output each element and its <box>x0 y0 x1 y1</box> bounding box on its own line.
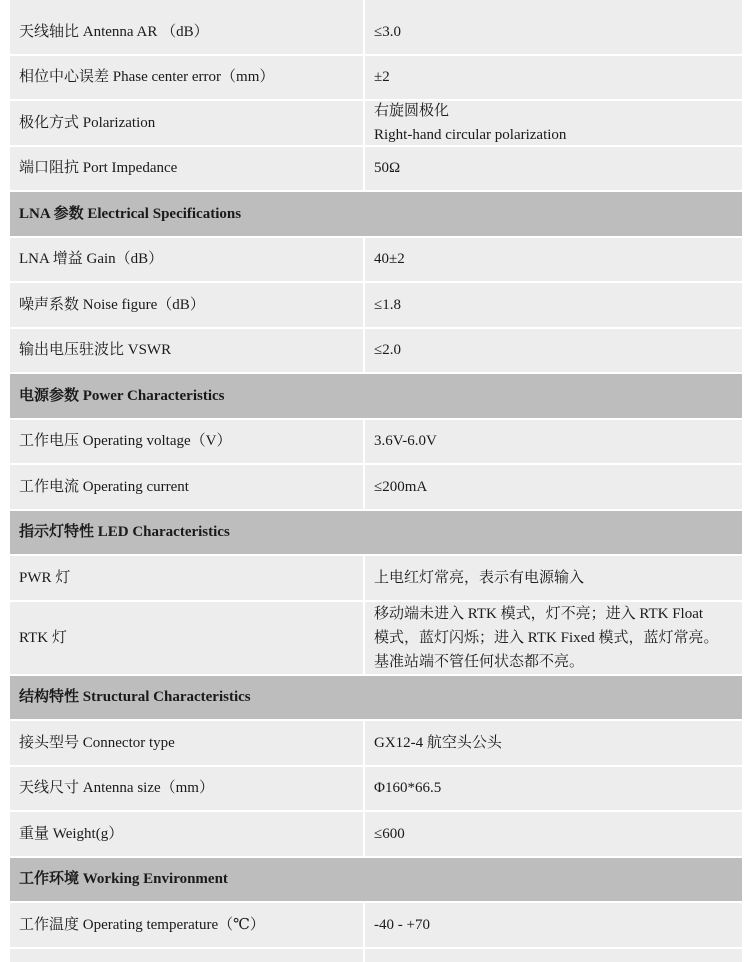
value-line: Right-hand circular polarization <box>374 126 567 143</box>
table-row-vswr <box>10 329 742 375</box>
row-label: 重量 Weight(g） <box>10 812 365 856</box>
table-row-operating-temperature <box>10 903 742 949</box>
row-label: 工作电压 Operating voltage（V） <box>10 420 365 464</box>
section-title: 工作环境 Working Environment <box>10 858 742 902</box>
row-value: ≤3.0 <box>365 10 742 54</box>
table-row-partial-top <box>10 0 742 10</box>
row-value: -40 - +70 <box>365 903 742 947</box>
table-row-operating-current <box>10 465 742 511</box>
table-row-connector-type <box>10 721 742 767</box>
row-label: 输出电压驻波比 VSWR <box>10 329 365 373</box>
section-header-led <box>10 511 742 557</box>
table-row-pwr-led <box>10 556 742 602</box>
section-title: LNA 参数 Electrical Specifications <box>10 192 742 236</box>
table-row-noise-figure <box>10 283 742 329</box>
row-value: 3.6V-6.0V <box>365 420 742 464</box>
section-header-lna <box>10 192 742 238</box>
row-label: 天线轴比 Antenna AR （dB） <box>10 10 365 54</box>
table-row-partial-bottom <box>10 949 742 962</box>
section-header-environment <box>10 858 742 904</box>
row-value: ≤600 <box>365 812 742 856</box>
row-value: ≤2.0 <box>365 329 742 373</box>
row-value: 40±2 <box>365 238 742 282</box>
row-label: 工作电流 Operating current <box>10 465 365 509</box>
row-value <box>365 602 742 674</box>
table-row-antenna-size <box>10 767 742 813</box>
row-value: ±2 <box>365 56 742 100</box>
row-value: ≤200mA <box>365 465 742 509</box>
table-row-operating-voltage <box>10 420 742 466</box>
table-row-weight <box>10 812 742 858</box>
row-label: LNA 增益 Gain（dB） <box>10 238 365 282</box>
table-row-port-impedance <box>10 147 742 193</box>
section-title: 结构特性 Structural Characteristics <box>10 676 742 720</box>
table-row-phase-center-error <box>10 56 742 102</box>
row-label: PWR 灯 <box>10 556 365 600</box>
row-label: 天线尺寸 Antenna size（mm） <box>10 767 365 811</box>
row-value: Φ160*66.5 <box>365 767 742 811</box>
section-header-structural <box>10 676 742 722</box>
row-value: 50Ω <box>365 147 742 191</box>
row-label: RTK 灯 <box>10 602 365 674</box>
row-value: 上电红灯常亮，表示有电源输入 <box>365 556 742 600</box>
table-row-rtk-led <box>10 602 742 676</box>
section-title: 电源参数 Power Characteristics <box>10 374 742 418</box>
spec-table <box>10 0 742 962</box>
value-line: 右旋圆极化 <box>374 102 450 119</box>
table-row-antenna-ar <box>10 10 742 56</box>
row-label: 接头型号 Connector type <box>10 721 365 765</box>
table-row-lna-gain <box>10 238 742 284</box>
row-label: 工作温度 Operating temperature（℃） <box>10 903 365 947</box>
row-value: GX12-4 航空头公头 <box>365 721 742 765</box>
section-title: 指示灯特性 LED Characteristics <box>10 511 742 555</box>
row-value <box>365 101 742 145</box>
row-value: ≤1.8 <box>365 283 742 327</box>
value-line: 移动端未进入 RTK 模式，灯不亮；进入 RTK Float <box>374 605 704 622</box>
section-header-power <box>10 374 742 420</box>
table-row-polarization <box>10 101 742 147</box>
value-line: 基准站端不管任何状态都不亮。 <box>374 653 585 670</box>
row-label: 极化方式 Polarization <box>10 101 365 145</box>
row-label: 噪声系数 Noise figure（dB） <box>10 283 365 327</box>
row-label: 端口阻抗 Port Impedance <box>10 147 365 191</box>
row-label: 相位中心误差 Phase center error（mm） <box>10 56 365 100</box>
value-line: 模式，蓝灯闪烁；进入 RTK Fixed 模式，蓝灯常亮。 <box>374 629 719 646</box>
